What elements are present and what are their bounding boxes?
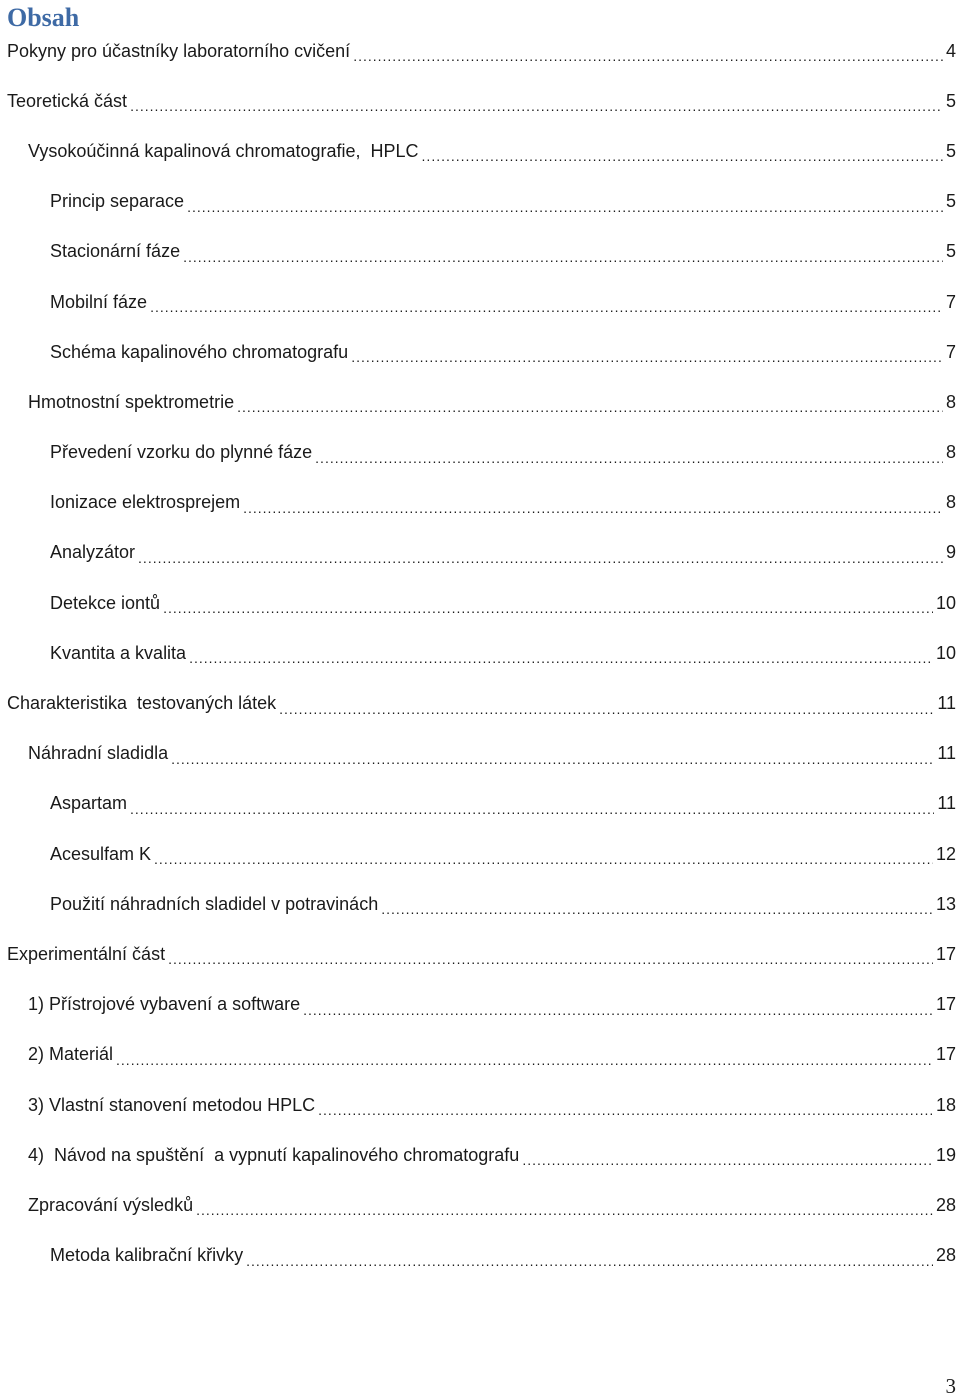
toc-entry-page: 11 xyxy=(937,743,956,764)
toc-entry-page: 5 xyxy=(945,140,956,161)
toc-entry[interactable] xyxy=(0,628,960,678)
toc-entry[interactable] xyxy=(0,377,960,427)
toc-entry[interactable] xyxy=(0,478,960,528)
toc-entry[interactable] xyxy=(0,879,960,929)
toc-entry[interactable] xyxy=(0,227,960,277)
toc-entry-page: 12 xyxy=(935,843,956,864)
toc-entry-title: Teoretická část xyxy=(7,90,128,111)
toc-entry-page: 28 xyxy=(935,1245,956,1266)
toc-entry[interactable] xyxy=(0,126,960,176)
toc-dot-leader xyxy=(168,951,933,967)
toc-entry-page: 10 xyxy=(935,642,956,663)
toc-entry[interactable] xyxy=(0,528,960,578)
toc-entry-page: 8 xyxy=(945,391,956,412)
toc-entry-page: 19 xyxy=(935,1144,956,1165)
toc-entry[interactable] xyxy=(0,779,960,829)
toc-entry-title: Schéma kapalinového chromatografu xyxy=(50,341,349,362)
toc-dot-leader xyxy=(351,349,943,365)
page-title: Obsah xyxy=(7,3,80,32)
toc-entry-page: 18 xyxy=(935,1094,956,1115)
toc-entry-title: Charakteristika testovaných látek xyxy=(7,693,277,714)
toc-dot-leader xyxy=(315,450,943,466)
toc-entry-page: 13 xyxy=(935,893,956,914)
toc-entry[interactable] xyxy=(0,1130,960,1180)
toc-entry[interactable] xyxy=(0,277,960,327)
toc-entry[interactable] xyxy=(0,980,960,1030)
toc-dot-leader xyxy=(381,901,933,917)
toc-dot-leader xyxy=(189,650,933,666)
toc-dot-leader xyxy=(318,1102,933,1118)
toc-entry-page: 10 xyxy=(935,592,956,613)
toc-entry-page: 4 xyxy=(945,40,956,61)
toc-entry[interactable] xyxy=(0,1231,960,1281)
toc-entry-title: Mobilní fáze xyxy=(50,291,148,312)
toc-dot-leader xyxy=(183,249,943,265)
toc-entry-page: 17 xyxy=(935,943,956,964)
table-of-contents xyxy=(0,26,960,1281)
toc-entry[interactable] xyxy=(0,578,960,628)
toc-entry[interactable] xyxy=(0,76,960,126)
toc-entry-page: 8 xyxy=(945,492,956,513)
toc-entry-title: Ionizace elektrosprejem xyxy=(50,492,241,513)
toc-entry-page: 7 xyxy=(945,291,956,312)
toc-entry-title: Experimentální část xyxy=(7,943,166,964)
toc-entry-title: 1) Přístrojové vybavení a software xyxy=(28,994,301,1015)
toc-entry-page: 9 xyxy=(945,542,956,563)
toc-entry-page: 17 xyxy=(935,994,956,1015)
toc-entry-title: Pokyny pro účastníky laboratorního cvičení xyxy=(7,40,351,61)
toc-entry-title: Analyzátor xyxy=(50,542,136,563)
toc-entry-page: 17 xyxy=(935,1044,956,1065)
toc-entry-title: Kvantita a kvalita xyxy=(50,642,187,663)
toc-entry-title: Detekce iontů xyxy=(50,592,161,613)
toc-entry[interactable] xyxy=(0,327,960,377)
toc-entry-title: Aspartam xyxy=(50,793,128,814)
toc-entry[interactable] xyxy=(0,1080,960,1130)
toc-entry-title: 2) Materiál xyxy=(28,1044,114,1065)
toc-dot-leader xyxy=(130,98,943,114)
toc-dot-leader xyxy=(303,1002,933,1018)
toc-dot-leader xyxy=(237,399,943,415)
toc-dot-leader xyxy=(279,701,934,717)
toc-entry-page: 8 xyxy=(945,442,956,463)
toc-entry[interactable] xyxy=(0,26,960,76)
toc-entry[interactable] xyxy=(0,829,960,879)
toc-dot-leader xyxy=(422,148,943,164)
toc-dot-leader xyxy=(163,600,933,616)
toc-entry-title: Princip separace xyxy=(50,191,185,212)
toc-entry-page: 11 xyxy=(937,793,956,814)
toc-entry-title: 3) Vlastní stanovení metodou HPLC xyxy=(28,1094,316,1115)
toc-dot-leader xyxy=(171,751,934,767)
toc-dot-leader xyxy=(154,851,933,867)
toc-dot-leader xyxy=(130,801,934,817)
toc-entry-title: Metoda kalibrační křivky xyxy=(50,1245,244,1266)
page-number: 3 xyxy=(945,1374,956,1398)
toc-entry[interactable] xyxy=(0,678,960,728)
toc-entry-title: Acesulfam K xyxy=(50,843,152,864)
toc-entry-title: Převedení vzorku do plynné fáze xyxy=(50,442,313,463)
toc-entry-title: Náhradní sladidla xyxy=(28,743,169,764)
toc-entry-page: 11 xyxy=(937,693,956,714)
toc-entry-title: Hmotnostní spektrometrie xyxy=(28,391,235,412)
toc-entry-title: 4) Návod na spuštění a vypnutí kapalinového chromatografu xyxy=(28,1144,520,1165)
toc-entry-title: Zpracování výsledků xyxy=(28,1194,194,1215)
toc-entry[interactable] xyxy=(0,929,960,979)
toc-dot-leader xyxy=(196,1202,933,1218)
toc-entry[interactable] xyxy=(0,729,960,779)
toc-dot-leader xyxy=(246,1253,933,1269)
toc-dot-leader xyxy=(353,48,943,64)
toc-entry-page: 5 xyxy=(945,191,956,212)
toc-entry-title: Vysokoúčinná kapalinová chromatografie, HPLC xyxy=(28,140,419,161)
toc-entry[interactable] xyxy=(0,1180,960,1230)
toc-entry-page: 5 xyxy=(945,241,956,262)
toc-entry-title: Stacionární fáze xyxy=(50,241,181,262)
toc-dot-leader xyxy=(243,500,943,516)
toc-entry-page: 7 xyxy=(945,341,956,362)
toc-dot-leader xyxy=(187,199,943,215)
toc-dot-leader xyxy=(116,1052,933,1068)
toc-entry-page: 28 xyxy=(935,1194,956,1215)
toc-entry[interactable] xyxy=(0,1030,960,1080)
toc-entry[interactable] xyxy=(0,428,960,478)
toc-entry[interactable] xyxy=(0,177,960,227)
toc-entry-page: 5 xyxy=(945,90,956,111)
toc-dot-leader xyxy=(138,550,943,566)
toc-dot-leader xyxy=(522,1152,933,1168)
toc-dot-leader xyxy=(150,299,943,315)
toc-entry-title: Použití náhradních sladidel v potravinách xyxy=(50,893,379,914)
